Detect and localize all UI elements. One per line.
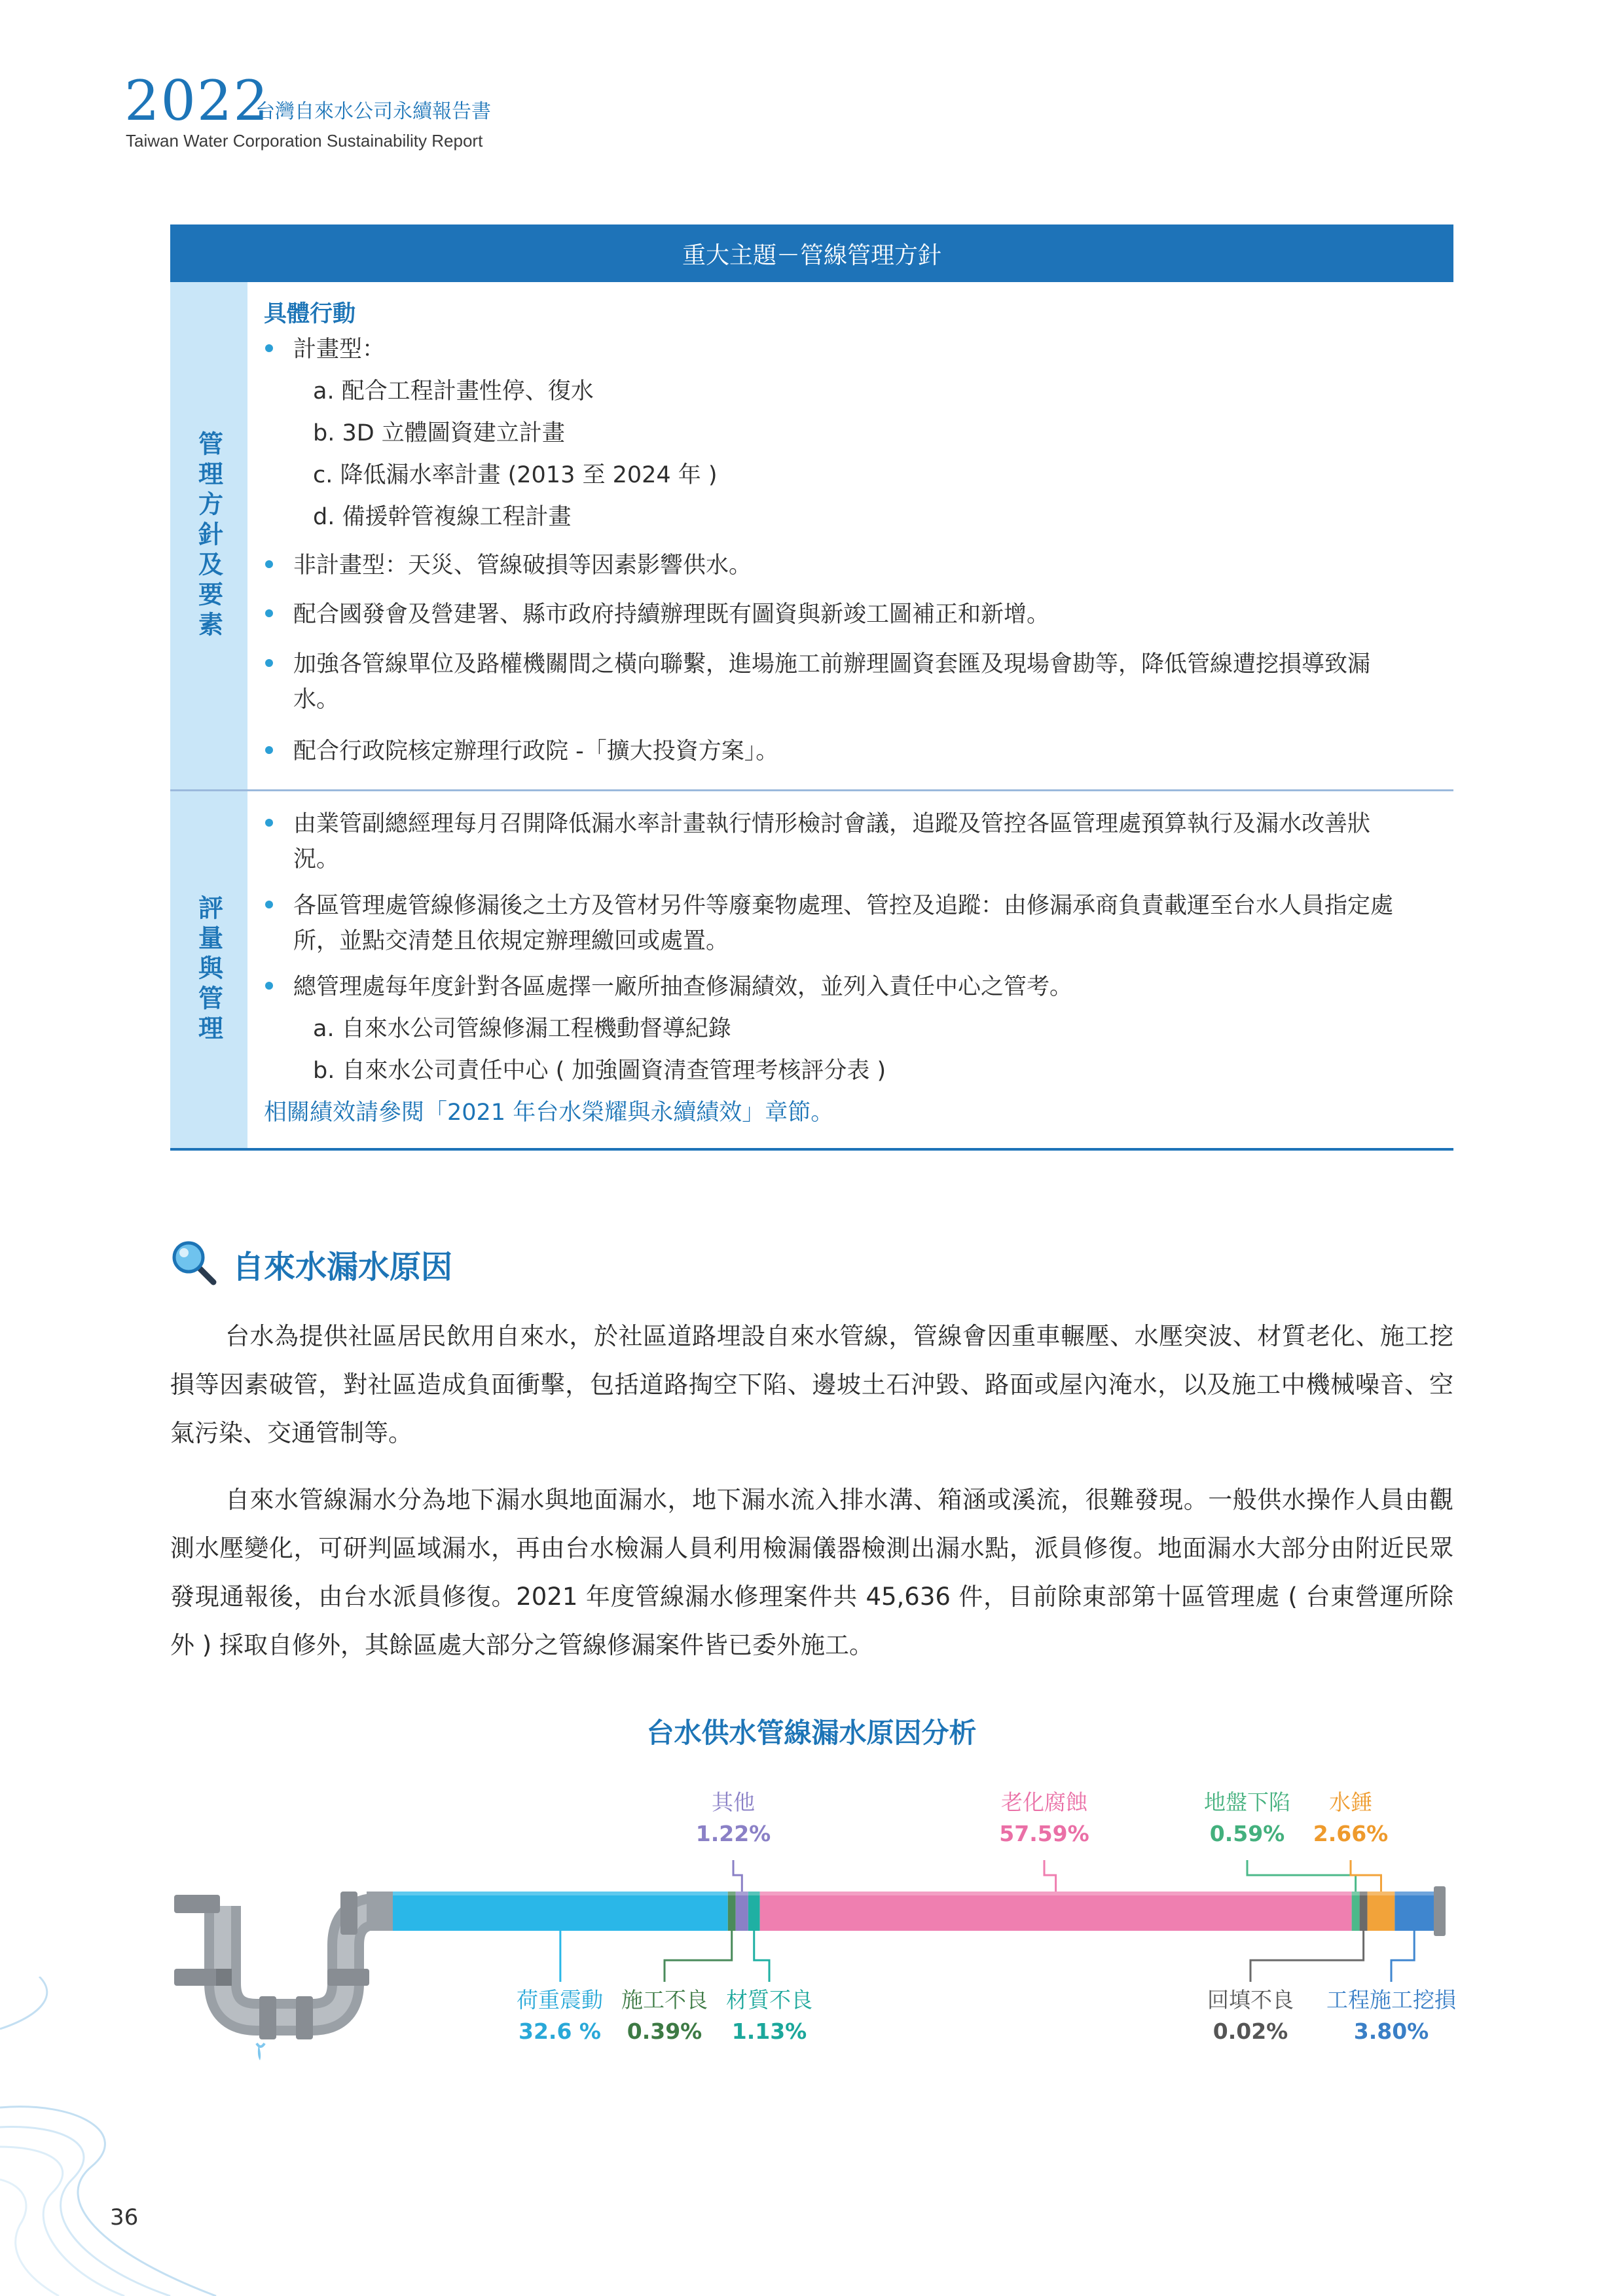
bullet-icon	[265, 901, 273, 908]
category-name: 回填不良	[1207, 1987, 1294, 2013]
body-paragraph: 台水為提供社區居民飲用自來水，於社區道路埋設自來水管線，管線會因重車輾壓、水壓突波、材質老化、施工挖損等因素破管，對社區造成負面衝擊，包括道路掏空下陷、邊坡土石沖毀、路面或屋內淹水，以及施工中機械噪音、空氣污染、交通管制等。	[170, 1322, 1453, 1447]
bullet-icon	[265, 746, 273, 754]
pipe-end-cap	[1434, 1886, 1446, 1936]
category-name: 水錘	[1329, 1789, 1372, 1815]
category-value: 1.22%	[695, 1821, 771, 1846]
section-label: 具體行動	[264, 301, 356, 327]
list-item: 配合國發會及營建署、縣市政府持續辦理既有圖資與新竣工圖補正和新增。	[293, 601, 1050, 628]
leader-line-4	[754, 1931, 769, 1982]
category-name: 其他	[712, 1789, 755, 1815]
performance-note: 相關績效請參閱「2021 年台水榮耀與永續績效」章節。	[264, 1100, 834, 1126]
sub-item: b. 自來水公司責任中心 ( 加強圖資清查管理考核評分表 )	[313, 1058, 886, 1084]
category-value: 32.6 %	[519, 2018, 601, 2044]
category-name: 荷重震動	[517, 1987, 603, 2013]
row-label: 評量與管理	[194, 894, 223, 1045]
magnifier-icon	[172, 1240, 217, 1286]
category-name: 材質不良	[726, 1987, 812, 2013]
category-value: 0.59%	[1209, 1821, 1285, 1846]
leader-line-2	[665, 1931, 732, 1982]
leader-line-5	[1044, 1860, 1056, 1892]
section-title: 自來水漏水原因	[232, 1249, 453, 1285]
stacked-bar	[367, 1892, 1434, 1931]
list-item: 加強各管線單位及路權機關間之橫向聯繫，進場施工前辦理圖資套匯及現場會勘等，降低管線遭挖損導致漏水。	[293, 651, 1371, 713]
bullet-icon	[265, 659, 273, 667]
category-value: 57.59%	[999, 1821, 1089, 1846]
bullet-icon	[265, 819, 273, 827]
report-title-zh: 台灣自來水公司永續報告書	[255, 100, 491, 123]
category-name: 老化腐蝕	[1001, 1789, 1087, 1815]
bar-segment-6	[1352, 1892, 1360, 1931]
list-item: 各區管理處管線修漏後之土方及管材另件等廢棄物處理、管控及追蹤：由修漏承商負責載運至台水人員指定處所，並點交清楚且依規定辦理繳回或處置。	[293, 893, 1394, 955]
pipe-highlight	[393, 1892, 1434, 1895]
leader-line-7	[1250, 1931, 1364, 1982]
pipe-joint	[367, 1892, 395, 1931]
sub-item: c. 降低漏水率計畫 (2013 至 2024 年 )	[313, 462, 718, 488]
leader-line-6	[1247, 1860, 1356, 1892]
category-name: 施工不良	[621, 1987, 708, 2013]
category-value: 0.39%	[627, 2018, 702, 2044]
list-item: 由業管副總經理每月召開降低漏水率計畫執行情形檢討會議，追蹤及管控各區管理處預算執行及漏水改善狀況。	[293, 811, 1371, 873]
category-value: 2.66%	[1313, 1821, 1389, 1846]
row-label: 管理方針及要素	[194, 430, 223, 641]
sub-item: a. 自來水公司管線修漏工程機動督導紀錄	[313, 1016, 731, 1042]
category-name: 工程施工挖損	[1326, 1987, 1456, 2013]
sub-item: a. 配合工程計畫性停、復水	[313, 378, 594, 404]
row-label-cell	[170, 282, 247, 789]
bullet-icon	[265, 560, 273, 568]
row-content	[247, 282, 1453, 789]
bar-segment-8	[1368, 1892, 1395, 1931]
list-item: 非計畫型：天災、管線破損等因素影響供水。	[293, 552, 752, 579]
bullet-icon	[265, 344, 273, 352]
list-item: 總管理處每年度針對各區處擇一廠所抽查修漏績效，並列入責任中心之管考。	[293, 974, 1073, 1000]
report-title-en: Taiwan Water Corporation Sustainability Report	[126, 131, 483, 151]
pipe-chart	[0, 1748, 1623, 2062]
table-row-evaluation	[170, 791, 1453, 1151]
list-item: 計畫型：	[293, 336, 386, 363]
leader-line-9	[1391, 1931, 1414, 1982]
bar-segment-1	[393, 1892, 728, 1931]
bar-segment-5	[760, 1892, 1352, 1931]
bar-segment-9	[1395, 1892, 1434, 1931]
row-content	[247, 791, 1453, 1148]
leader-line-3	[733, 1860, 742, 1892]
page-number: 36	[110, 2204, 139, 2231]
bullet-icon	[265, 982, 273, 990]
sub-item: b. 3D 立體圖資建立計畫	[313, 420, 565, 446]
list-item: 配合行政院核定辦理行政院 -「擴大投資方案」。	[293, 738, 779, 764]
sub-item: d. 備援幹管複線工程計畫	[313, 504, 572, 530]
chart-title: 台水供水管線漏水原因分析	[646, 1717, 977, 1749]
bar-segment-4	[748, 1892, 760, 1931]
report-year: 2022	[124, 69, 270, 133]
table-heading: 重大主題－管線管理方針	[170, 224, 1453, 282]
bullet-icon	[265, 609, 273, 617]
row-label-cell	[170, 791, 247, 1148]
body-paragraph: 自來水管線漏水分為地下漏水與地面漏水，地下漏水流入排水溝、箱涵或溪流，很難發現。一般供水操作人員由觀測水壓變化，可研判區域漏水，再由台水檢漏人員利用檢漏儀器檢測出漏水點，派員修復。地面漏水大部分由附近民眾發現通報後，由台水派員修復。2021 年度管線漏水修理案件共 45,636 件，目前除東部第十區管理處 ( 台東營運所除外 ) 採取自修外，其餘區處大部分之管線修漏案件皆已委外施工。	[170, 1486, 1453, 1659]
bar-segment-3	[736, 1892, 748, 1931]
bar-segment-2	[728, 1892, 736, 1931]
table-row-management-policy	[170, 282, 1453, 791]
category-name: 地盤下陷	[1204, 1789, 1290, 1815]
bar-segment-7	[1360, 1892, 1368, 1931]
management-policy-table	[170, 224, 1453, 1151]
category-value: 1.13%	[731, 2018, 807, 2044]
category-value: 3.80%	[1353, 2018, 1429, 2044]
category-value: 0.02%	[1213, 2018, 1288, 2044]
